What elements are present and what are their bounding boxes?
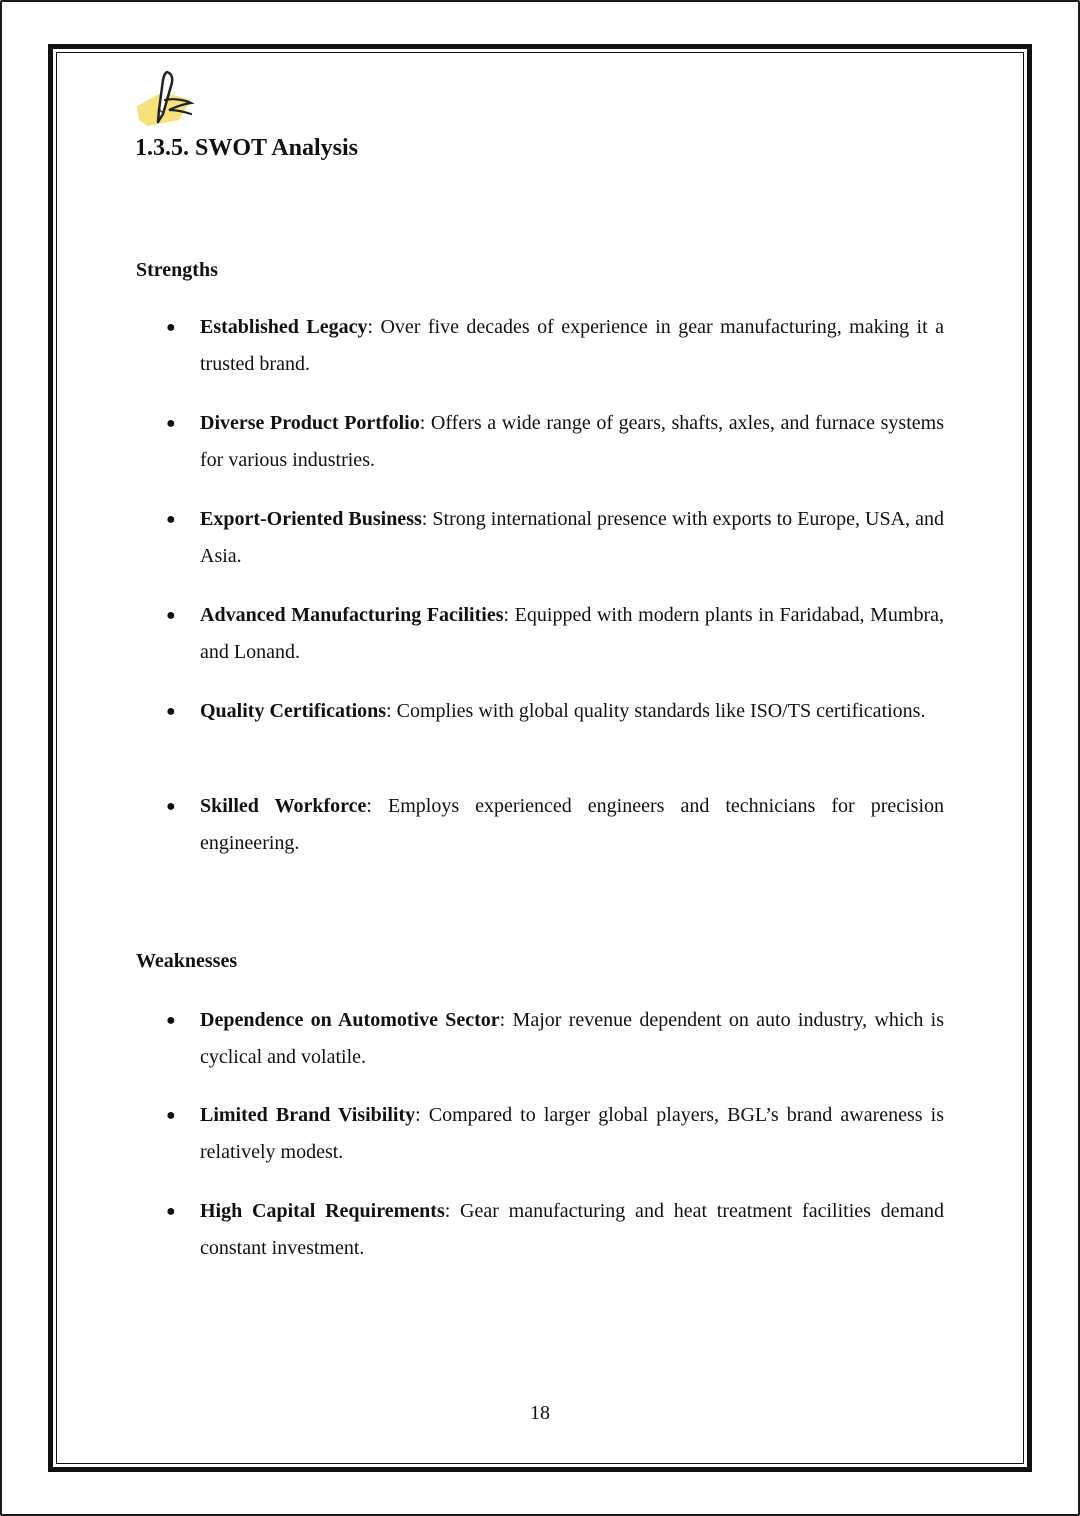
bullet-icon: ● [166, 1203, 176, 1220]
item-text: : Gear manufacturing and heat treatment facilities demand constant investment. [200, 1200, 944, 1259]
item-term: Skilled Workforce [200, 795, 367, 817]
item-text: : Equipped with modern plants in Faridabad, Mumbra, and Lonand. [200, 604, 944, 663]
pen-writing-icon [133, 70, 201, 132]
strength-item [166, 501, 944, 575]
strengths-heading: Strengths [136, 259, 218, 281]
item-text: : Offers a wide range of gears, shafts, axles, and furnace systems for various industries. [200, 412, 944, 471]
strength-item [166, 309, 944, 383]
weakness-item [166, 1097, 944, 1171]
item-text: : Strong international presence with exports to Europe, USA, and Asia. [200, 508, 944, 567]
section-title: 1.3.5. SWOT Analysis [135, 135, 358, 161]
item-term: High Capital Requirements [200, 1200, 445, 1222]
bullet-icon: ● [166, 607, 176, 624]
item-text: : Major revenue dependent on auto industry, which is cyclical and volatile. [200, 1009, 944, 1068]
item-term: Diverse Product Portfolio [200, 412, 420, 434]
item-term: Dependence on Automotive Sector [200, 1009, 500, 1031]
bullet-icon: ● [166, 1107, 176, 1124]
strength-item [166, 788, 944, 862]
page-number: 18 [530, 1402, 550, 1424]
item-text: : Over five decades of experience in gear manufacturing, making it a trusted brand. [200, 316, 944, 375]
strength-item [166, 597, 944, 671]
bullet-icon: ● [166, 511, 176, 528]
weakness-item [166, 1193, 944, 1267]
bullet-icon: ● [166, 319, 176, 336]
bullet-icon: ● [166, 1012, 176, 1029]
item-term: Limited Brand Visibility [200, 1104, 416, 1126]
item-term: Established Legacy [200, 316, 368, 338]
item-term: Advanced Manufacturing Facilities [200, 604, 504, 626]
item-text: : Employs experienced engineers and technicians for precision engineering. [200, 795, 944, 854]
item-term: Export-Oriented Business [200, 508, 422, 530]
bullet-icon: ● [166, 415, 176, 432]
weakness-item [166, 1002, 944, 1076]
strength-item [166, 405, 944, 479]
weaknesses-heading: Weaknesses [136, 950, 238, 972]
bullet-icon: ● [166, 798, 176, 815]
item-text: : Compared to larger global players, BGL’s brand awareness is relatively modest. [200, 1104, 944, 1163]
item-text: : Complies with global quality standards like ISO/TS certifications. [386, 700, 926, 722]
item-term: Quality Certifications [200, 700, 387, 722]
bullet-icon: ● [166, 703, 176, 720]
strength-item [166, 693, 944, 730]
